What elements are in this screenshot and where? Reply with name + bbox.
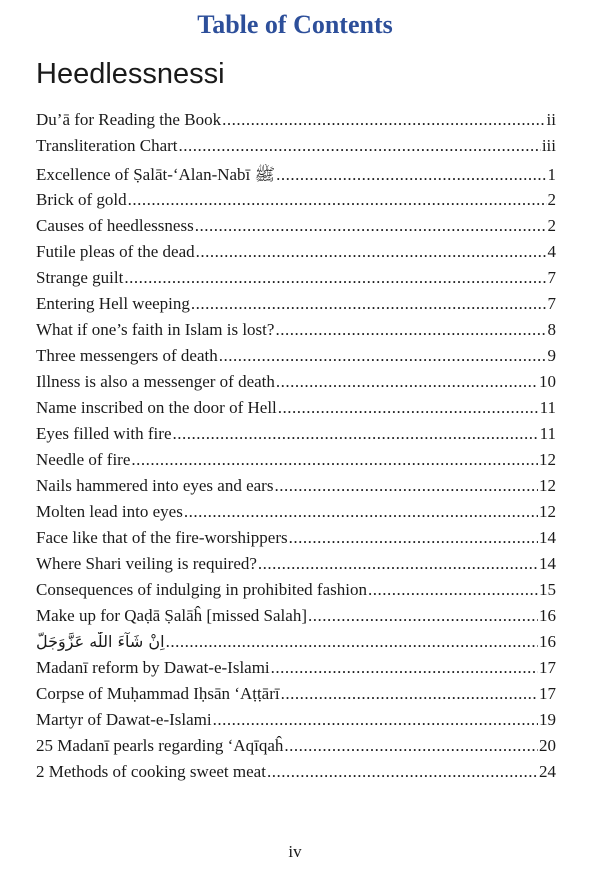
toc-entry[interactable] — [36, 684, 556, 710]
dot-leader — [196, 242, 547, 262]
toc-entry-page: 14 — [539, 528, 556, 547]
toc-entry-title: Martyr of Dawat-e-Islami — [36, 710, 212, 729]
toc-entry-title: Entering Hell weeping — [36, 294, 190, 313]
toc-entry-page: 20 — [539, 736, 556, 755]
dot-leader — [173, 424, 539, 444]
dot-leader — [191, 294, 547, 314]
toc-entry-page: 2 — [547, 216, 556, 235]
toc-entry-title: Strange guilt — [36, 268, 124, 287]
toc-entry[interactable] — [36, 632, 556, 658]
toc-entry-page: 8 — [547, 320, 556, 339]
toc-entry-page: 17 — [539, 658, 556, 677]
dot-leader — [213, 710, 538, 730]
dot-leader — [124, 268, 546, 288]
toc-entry-title: Molten lead into eyes — [36, 502, 183, 521]
toc-entry[interactable] — [36, 502, 556, 528]
toc-entry[interactable] — [36, 554, 556, 580]
toc-entry-title: Eyes filled with fire — [36, 424, 172, 443]
toc-entry-page: 9 — [547, 346, 556, 365]
dot-leader — [276, 165, 546, 185]
toc-entry[interactable] — [36, 424, 556, 450]
toc-entry[interactable] — [36, 320, 556, 346]
dot-leader — [289, 528, 538, 548]
toc-entry[interactable] — [36, 710, 556, 736]
toc-entry-title: Nails hammered into eyes and ears — [36, 476, 274, 495]
dot-leader — [276, 372, 538, 392]
toc-entry-page: 19 — [539, 710, 556, 729]
toc-entry[interactable] — [36, 164, 556, 190]
toc-entry[interactable] — [36, 762, 556, 788]
toc-entry-title: Illness is also a messenger of death — [36, 372, 275, 391]
toc-entry-page: 12 — [539, 502, 556, 521]
toc-entry[interactable] — [36, 294, 556, 320]
toc-entry[interactable] — [36, 346, 556, 372]
toc-entry-title: Transliteration Chart — [36, 136, 178, 155]
toc-entry-title: Futile pleas of the dead — [36, 242, 195, 261]
toc-entry-page: 17 — [539, 684, 556, 703]
toc-entry-page: 1 — [547, 165, 556, 184]
toc-entry[interactable] — [36, 528, 556, 554]
toc-entry[interactable] — [36, 450, 556, 476]
toc-entry-page: 12 — [539, 476, 556, 495]
toc-entry-title: Consequences of indulging in prohibited fashion — [36, 580, 367, 599]
toc-entry-page: 10 — [539, 372, 556, 391]
toc-entry-page: 24 — [539, 762, 556, 781]
dot-leader — [271, 658, 538, 678]
toc-entry[interactable] — [36, 242, 556, 268]
toc-entry-title: Excellence of Ṣalāt-‘Alan-Nabī ﷺ — [36, 165, 276, 184]
toc-entry-title: Causes of heedlessness — [36, 216, 194, 235]
dot-leader — [278, 398, 539, 418]
page-number: iv — [288, 842, 302, 861]
dot-leader — [222, 110, 545, 130]
toc-entry-page: 12 — [539, 450, 556, 469]
toc-entry-title: Name inscribed on the door of Hell — [36, 398, 277, 417]
dot-leader — [267, 762, 538, 782]
dot-leader — [131, 450, 538, 470]
dot-leader — [368, 580, 538, 600]
dot-leader — [195, 216, 547, 236]
toc-entry-title: Where Shari veiling is required? — [36, 554, 257, 573]
toc-entry[interactable] — [36, 372, 556, 398]
toc-entry-page: 4 — [547, 242, 556, 261]
toc-entry-page: 11 — [539, 424, 556, 443]
toc-entry-page: 7 — [547, 268, 556, 287]
dot-leader — [179, 136, 541, 156]
toc-entry[interactable] — [36, 476, 556, 502]
toc-entry-title: Du’ā for Reading the Book — [36, 110, 222, 129]
toc-list — [36, 110, 556, 788]
toc-entry-page: ii — [546, 110, 556, 129]
toc-entry-page: 15 — [539, 580, 556, 599]
toc-entry[interactable] — [36, 580, 556, 606]
toc-entry-title: Make up for Qaḍā Ṣalāĥ [missed Salah] — [36, 606, 307, 625]
toc-entry[interactable] — [36, 398, 556, 424]
dot-leader — [128, 190, 547, 210]
dot-leader — [308, 606, 538, 626]
toc-entry[interactable] — [36, 268, 556, 294]
toc-entry[interactable] — [36, 216, 556, 242]
toc-entry-title: Corpse of Muḥammad Iḥsān ‘Aṭṭārī — [36, 684, 280, 703]
toc-entry-title: 2 Methods of cooking sweet meat — [36, 762, 266, 781]
dot-leader — [284, 736, 538, 756]
toc-entry[interactable] — [36, 190, 556, 216]
toc-entry-page: 7 — [547, 294, 556, 313]
toc-entry-title: Needle of fire — [36, 450, 131, 469]
page-heading: Table of Contents — [197, 10, 393, 39]
toc-entry-title: Three messengers of death — [36, 346, 218, 365]
dot-leader — [166, 632, 538, 652]
toc-entry[interactable] — [36, 136, 556, 162]
dot-leader — [258, 554, 538, 574]
toc-entry-title: Brick of gold — [36, 190, 127, 209]
toc-entry-page: 16 — [539, 632, 556, 651]
toc-entry-title: Face like that of the fire-worshippers — [36, 528, 288, 547]
dot-leader — [281, 684, 538, 704]
toc-entry-title: 25 Madanī pearls regarding ‘Aqīqaĥ — [36, 736, 284, 755]
dot-leader — [184, 502, 538, 522]
dot-leader — [274, 476, 538, 496]
dot-leader — [219, 346, 547, 366]
book-title: Heedlessnessi — [36, 58, 225, 90]
toc-entry-page: 11 — [539, 398, 556, 417]
toc-entry[interactable] — [36, 658, 556, 684]
toc-entry-page: iii — [541, 136, 556, 155]
toc-entry-title: اِنْ شَآءَ اللّٰه عَزَّوَجَلَّ — [36, 632, 165, 651]
toc-entry-page: 14 — [539, 554, 556, 573]
toc-entry[interactable] — [36, 736, 556, 762]
toc-entry-title: Madanī reform by Dawat-e-Islami — [36, 658, 270, 677]
toc-entry-title: What if one’s faith in Islam is lost? — [36, 320, 275, 339]
toc-entry-page: 16 — [539, 606, 556, 625]
toc-entry[interactable] — [36, 606, 556, 632]
dot-leader — [275, 320, 546, 340]
toc-entry[interactable] — [36, 110, 556, 136]
toc-entry-page: 2 — [547, 190, 556, 209]
